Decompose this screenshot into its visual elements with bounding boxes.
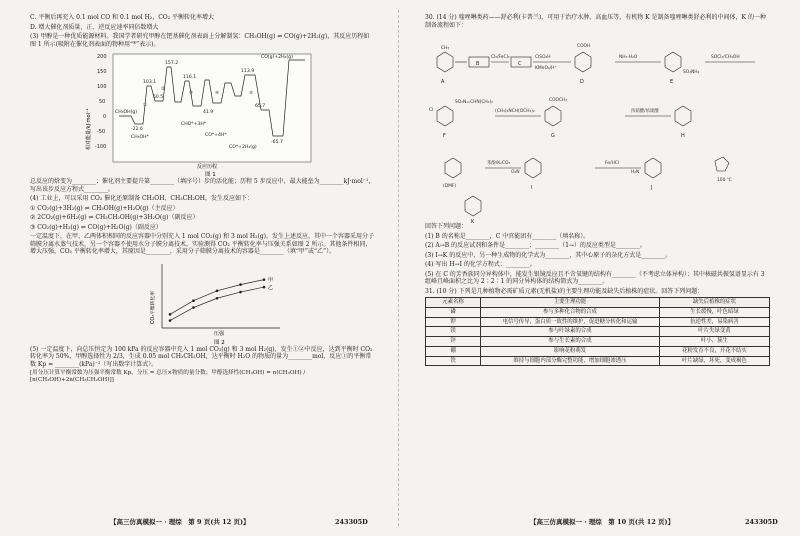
step-label: ② <box>161 87 166 92</box>
group-label: COOCH₃ <box>549 98 568 103</box>
data-point <box>192 306 195 309</box>
ytick: 0 <box>103 114 107 120</box>
scheme-graphic <box>425 31 770 223</box>
value-label: -22.6 <box>131 127 143 132</box>
conversion-chart <box>140 258 290 346</box>
table-cell: 电信号传导，蛋白质一致性的维护，促进糖分转化和运输 <box>481 317 660 327</box>
table-row <box>426 356 770 366</box>
table-cell: 参与生长素的合成 <box>481 337 660 347</box>
step-label: ① <box>143 103 148 108</box>
sub-question-2: (2) A→B 的反应试剂和条件是________；________（1→）的反应类型是________。 <box>425 242 646 249</box>
data-point <box>192 299 195 302</box>
table-row <box>426 327 770 337</box>
reagent-label: (CH₃)₂NCH(OCH₃)₂ <box>495 109 535 114</box>
data-point <box>263 285 266 288</box>
question-3-intro: (3) 甲醇是一种优质能源材料。我国学者研究甲醇在钯基催化剂表面上分解制氢：CH₃OH(g) ⇌ CO(g)+2H₂(g)，其反应历程如图 1 所示(吸附在催化剂表面的物种用“*”表示)。 <box>30 33 370 48</box>
value-label: 65.7 <box>255 104 266 109</box>
compound-label: G <box>551 133 555 139</box>
table-row <box>426 346 770 356</box>
data-point <box>263 278 266 281</box>
reagent-label: Cl₂/FeCl₃ <box>491 55 510 60</box>
sub-question-5: (5) 在 C 的芳香族同分异构体中，能发生银镜反应且不含氧键的结构有________（不考虑立体异构）；其中核磁共振氢谱显示有 3 组峰且峰面积之比为 2∶2∶1 的同分异构体的结构简式为________。 <box>425 270 765 285</box>
group-label: Cl <box>429 108 434 113</box>
table-cell: 影响花粉萌发 <box>481 346 660 356</box>
option-d: D. 增大催化剂质量，正、逆反应速率同倍数增大 <box>30 23 159 31</box>
question-31-title: 31. (10 分) 下列是几种植物必需矿质元素(无机盐)的主要生理功能及缺失后植株的症状。回答下列问题： <box>425 287 704 295</box>
question-4-intro: (4) 工业上，可以采用 CO₂ 催化还原制备 CH₃OH、CH₃CH₂OH，发生反应如下： <box>30 195 254 202</box>
y-axis-label: CO₂平衡转化率 <box>151 290 156 324</box>
legend-entry: 甲 <box>268 277 274 284</box>
left-code: 243305D <box>335 517 368 526</box>
species-label: CO(g)+2H₂(g) <box>261 55 293 60</box>
ytick: 50 <box>99 99 106 105</box>
table-cell: 抗逆性差，易染病害 <box>659 317 769 327</box>
element-table <box>425 297 770 366</box>
reagent-label: ClSO₃H <box>535 55 551 60</box>
data-point <box>239 283 242 286</box>
reagent-label: Fe/HCl <box>605 161 620 166</box>
data-point <box>169 313 172 316</box>
energy-profile-chart <box>85 50 315 178</box>
left-footer: 【高三仿真模拟一 · 理综 第 9 页(共 12 页)】 <box>110 517 250 526</box>
option-c: C. 平衡后再充入 0.1 mol CO 和 0.1 mol H₂，CO₂ 平衡转化率增大 <box>30 14 215 21</box>
table-cell: 铁 <box>426 356 481 366</box>
table-cell: 磷 <box>426 307 481 317</box>
question-5-note: [用分压计算平衡常数为压强平衡常数 Kp，分压 = 总压×物质的量分数；甲醇选择性(CH₃OH) = n(CH₃OH) / [n(CH₃OH)+2n(CH₃CH₂OH)]] <box>30 370 306 383</box>
reaction-2: ② 2CO₂(g)+6H₂(g) ⇌ CH₃CH₂OH(g)+3H₂O(g)（副反应） <box>30 214 199 221</box>
value-label: 116.1 <box>183 75 197 80</box>
compound-label: I <box>531 185 533 191</box>
reagent-label: 苯酚/K₂CO₃ <box>487 161 511 166</box>
ytick: 150 <box>97 69 107 75</box>
reaction-1: ① CO₂(g)+3H₂(g) ⇌ CH₃OH(g)+H₂O(g)（主反应） <box>30 204 179 212</box>
data-point <box>216 296 219 299</box>
legend-entry: 乙 <box>268 284 274 291</box>
table-cell: 维持与细胞内部分酶完整功能，增加细胞渗透压 <box>481 356 660 366</box>
left-page <box>30 14 375 508</box>
question-3-fill: 总反应的焓变为________；催化剂主要提升第________（填序号）步的活化能；历程 5 步反应中，最大能垒为________kJ·mol⁻¹，写出该步反应方程式________。 <box>30 178 375 193</box>
species-label: CH₃OH* <box>131 135 149 140</box>
species-label: CO*+2H₂(g) <box>229 145 257 150</box>
table-cell: 生长缓慢，叶色暗绿 <box>659 307 769 317</box>
table-header: 元素名称 <box>426 298 481 308</box>
table-cell: 叶片缺绿，坏死，变成褐色 <box>659 356 769 366</box>
x-axis-label: 反应历程 <box>197 164 218 170</box>
x-axis-label: 压强 <box>214 330 225 337</box>
compound-label: J <box>651 185 653 191</box>
compound-label: K <box>471 219 475 223</box>
reagent-label: SOCl₂/CH₃OH <box>711 55 740 60</box>
figure-title: 图 1 <box>205 172 216 178</box>
question-4-body: 一定温度下，在甲、乙两体积相同的反应容器中分别充入 1 mol CO₂(g) 和 3 mol H₂(g)，发生上述反应，其中一个容器采用分子筛膜分离水蒸气技术，另一个容器不使用水分子膜分离技术。实验测得 CO₂ 平衡转化率与压强关系如图 2 所示。其他条件相同，增大压强，CO₂ 平衡转化率增大，其原因是________，采用分子筛膜分离技术的容器是________（填“甲”或“乙”）。 <box>30 233 375 255</box>
group-label: SO₂N=CHN(CH₃)₂ <box>455 100 493 105</box>
value-label: -65.7 <box>271 140 283 145</box>
table-cell: 镁 <box>426 327 481 337</box>
sub-question-4: (4) 写出 H→I 的化学方程式：________。 <box>425 261 536 268</box>
table-cell: 叶片失绿变黄 <box>659 327 769 337</box>
value-label: 103.1 <box>143 80 157 85</box>
step-label: ③ <box>189 91 194 96</box>
reagent-label: 浓硝酸/浓硫酸 <box>631 109 659 114</box>
right-page <box>425 14 770 508</box>
table-row <box>426 317 770 327</box>
group-label: SO₂NH₂ <box>683 70 700 75</box>
question-5: (5) 一定温度下，向总压恒定为 100 kPa 的反应容器中充入 1 mol CO₂(g) 和 3 mol H₂(g)，发生①②中反应，达到平衡时 CO₂ 转化率为 50%，甲醇选择性为 2/3，生成 0.05 mol CH₃CH₂OH，达平衡时 H₂O 的物质的量为________mol，反应①的平衡常数 Kp = ________(kPa)⁻²（写出数字计算式）。 <box>30 345 373 368</box>
group-label: H₂N <box>631 170 640 175</box>
group-label: O₂N <box>511 170 520 175</box>
compound-label: E <box>670 79 674 85</box>
ytick: -100 <box>95 144 107 150</box>
step-label: ④ <box>215 91 220 96</box>
y-axis-label: 相对能量/kJ·mol⁻¹ <box>86 108 92 150</box>
table-header-row <box>426 298 770 308</box>
reaction-3: ③ CO₂(g)+H₂(g) ⇌ CO(g)+H₂O(g)（副反应） <box>30 223 162 231</box>
question-30-title: 30. (14 分) 喹唑啉类药——舒必利(卡普兰)，可用于治疗水肿、高血压等，有机物 K 是制备喹唑啉类舒必利的中间体，K 的一种制备流程如下： <box>425 14 766 29</box>
data-point <box>216 289 219 292</box>
value-label: 113.9 <box>241 69 255 74</box>
compound-label: D <box>580 79 584 85</box>
table-cell: 花粉发育不良，开花不结实 <box>659 346 769 356</box>
table-row <box>426 337 770 347</box>
group-label: (DMF) <box>443 184 457 189</box>
ytick: 200 <box>97 54 107 60</box>
table-cell: 参与叶绿素的合成 <box>481 327 660 337</box>
data-point <box>239 290 242 293</box>
right-footer: 【高三仿真模拟一 · 理综 第 10 页(共 12 页)】 <box>530 517 675 526</box>
figure-title: 图 2 <box>214 339 225 346</box>
answer-intro: 回答下列问题： <box>425 223 468 230</box>
group-label: CH₃ <box>441 46 450 51</box>
compound-label: H <box>681 133 685 139</box>
table-header: 主要生理功能 <box>481 298 660 308</box>
step-label: ⑤ <box>249 91 254 96</box>
value-label: 50.5 <box>153 95 164 100</box>
right-code: 243305D <box>745 517 778 526</box>
sub-question-1: (1) B 的名称是________，C 中官能团有________（填名称）。 <box>425 232 590 240</box>
data-point <box>169 319 172 322</box>
compound-label: F <box>443 133 446 139</box>
table-cell: 硼 <box>426 346 481 356</box>
table-cell: 锌 <box>426 337 481 347</box>
sub-question-3: (3) I→K 的反应中，另一种生成物的化学式为________，其中心原子的杂化方式是________。 <box>425 251 672 259</box>
table-row <box>426 307 770 317</box>
species-label: CO*+4H* <box>205 133 227 138</box>
table-cell: 钾 <box>426 317 481 327</box>
ytick: -50 <box>97 129 106 135</box>
compound-label: C <box>518 61 522 67</box>
value-label: 41.9 <box>203 110 214 115</box>
reagent-label: 100 ℃ <box>717 178 732 183</box>
figure-1 <box>85 50 315 178</box>
page-divider <box>398 10 399 526</box>
table-cell: 叶小、簇生 <box>659 337 769 347</box>
figure-2 <box>140 258 290 346</box>
synthesis-scheme <box>425 31 770 223</box>
value-label: 157.2 <box>165 61 179 66</box>
group-label: COOH <box>577 44 591 49</box>
ytick: 100 <box>97 84 107 90</box>
table-cell: 参与多种化合物的合成 <box>481 307 660 317</box>
species-label: CH₃OH(g) <box>115 110 138 115</box>
compound-label: B <box>476 61 480 67</box>
reagent-label: KMnO₄/H⁺ <box>535 66 557 71</box>
compound-label: A <box>441 79 445 85</box>
series-line <box>170 287 264 320</box>
species-label: CHO*+3H* <box>181 122 207 127</box>
table-header: 缺失后植株的症状 <box>659 298 769 308</box>
reagent-label: NH₃·H₂O <box>619 55 638 60</box>
